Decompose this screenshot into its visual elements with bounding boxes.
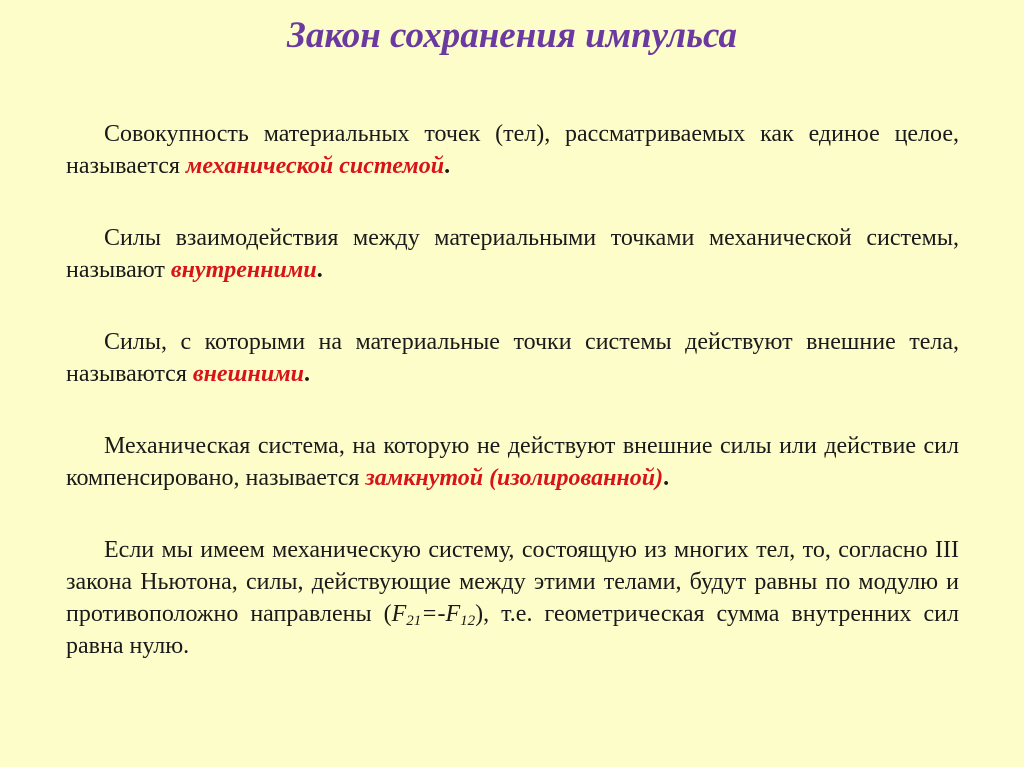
paragraph-end: . (663, 465, 670, 491)
paragraph-closed-system (66, 430, 959, 494)
slide-title: Закон сохранения импульса (287, 15, 737, 56)
formula-operator: =- (421, 601, 446, 627)
slide-content (66, 118, 959, 662)
formula-rhs-subscript: 12 (460, 613, 476, 629)
paragraph-text: Если мы имеем механическую систему, состоящую из многих тел, то, согласно III закона Ньютона, силы, действующие между этими телами, будут равны по модулю и противоположно направлены ( (66, 537, 959, 627)
formula-f21-f12 (392, 601, 476, 627)
paragraph-newton-third-law (66, 534, 959, 662)
term-mechanical-system: механической системой (185, 153, 445, 179)
term-external: внешними (192, 361, 305, 387)
paragraph-text: Механическая система, на которую не действуют внешние силы или действие сил компенсировано, называется (66, 433, 959, 491)
paragraph-text: Совокупность материальных точек (тел), рассматриваемых как единое целое, называется (66, 121, 959, 179)
paragraph-end: ), т.е. геометрическая сумма внутренних сил равна нулю. (66, 601, 960, 659)
paragraph-end: . (444, 153, 451, 179)
formula-lhs: F (391, 601, 407, 627)
paragraph-text: Силы, с которыми на материальные точки системы действуют внешние тела, называются (66, 329, 959, 387)
paragraph-end: . (316, 257, 323, 283)
paragraph-mechanical-system (66, 118, 959, 182)
term-internal: внутренними (170, 257, 317, 283)
formula-lhs-subscript: 21 (406, 613, 422, 629)
paragraph-text: Силы взаимодействия между материальными точками механической системы, называют (66, 225, 959, 283)
paragraph-end: . (304, 361, 311, 387)
term-closed-isolated: замкнутой (изолированной) (365, 465, 664, 491)
paragraph-external-forces (66, 326, 959, 390)
paragraph-internal-forces (66, 222, 959, 286)
formula-rhs: F (445, 601, 461, 627)
